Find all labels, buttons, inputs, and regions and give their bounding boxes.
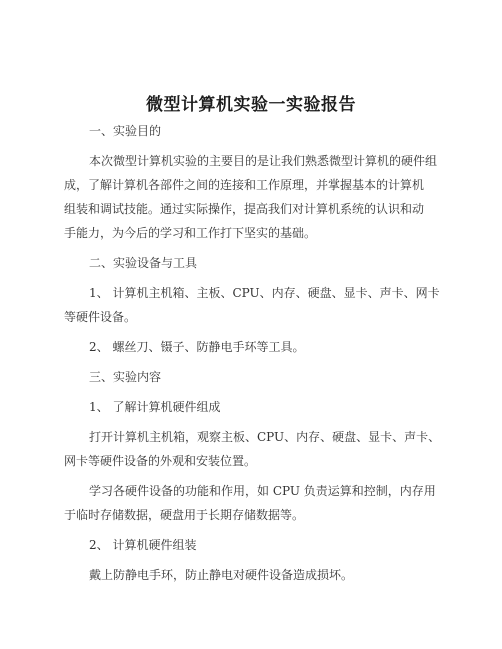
subsection-heading: 1、 了解计算机硬件组成 — [89, 400, 221, 414]
list-item-line: 等硬件设备。 — [64, 310, 137, 324]
paragraph-line: 手能力，为今后的学习和工作打下坚实的基础。 — [64, 226, 317, 240]
section-heading-content: 三、实验内容 — [89, 370, 162, 384]
section-heading-purpose: 一、实验目的 — [89, 124, 162, 138]
paragraph-line: 戴上防静电手环，防止静电对硬件设备造成损坏。 — [89, 568, 354, 582]
paragraph-line: 学习各硬件设备的功能和作用，如 CPU 负责运算和控制，内存用 — [89, 484, 436, 498]
paragraph-line: 成，了解计算机各部件之间的连接和工作原理，并掌握基本的计算机 — [64, 178, 425, 192]
paragraph-line: 本次微型计算机实验的主要目的是让我们熟悉微型计算机的硬件组 — [89, 154, 438, 168]
paragraph-line: 打开计算机主机箱，观察主板、CPU、内存、硬盘、显卡、声卡、 — [89, 430, 441, 444]
subsection-heading: 2、 计算机硬件组装 — [89, 538, 197, 552]
paragraph-line: 于临时存储数据，硬盘用于长期存储数据等。 — [64, 508, 305, 522]
section-heading-equipment: 二、实验设备与工具 — [89, 256, 198, 270]
list-item-line: 1、 计算机主机箱、主板、CPU、内存、硬盘、显卡、声卡、网卡 — [89, 286, 440, 300]
paragraph-line: 组装和调试技能。通过实际操作，提高我们对计算机系统的认识和动 — [64, 202, 425, 216]
list-item-line: 2、 螺丝刀、镊子、防静电手环等工具。 — [89, 340, 305, 354]
document-title: 微型计算机实验一实验报告 — [146, 95, 356, 115]
paragraph-line: 网卡等硬件设备的外观和安装位置。 — [64, 454, 257, 468]
